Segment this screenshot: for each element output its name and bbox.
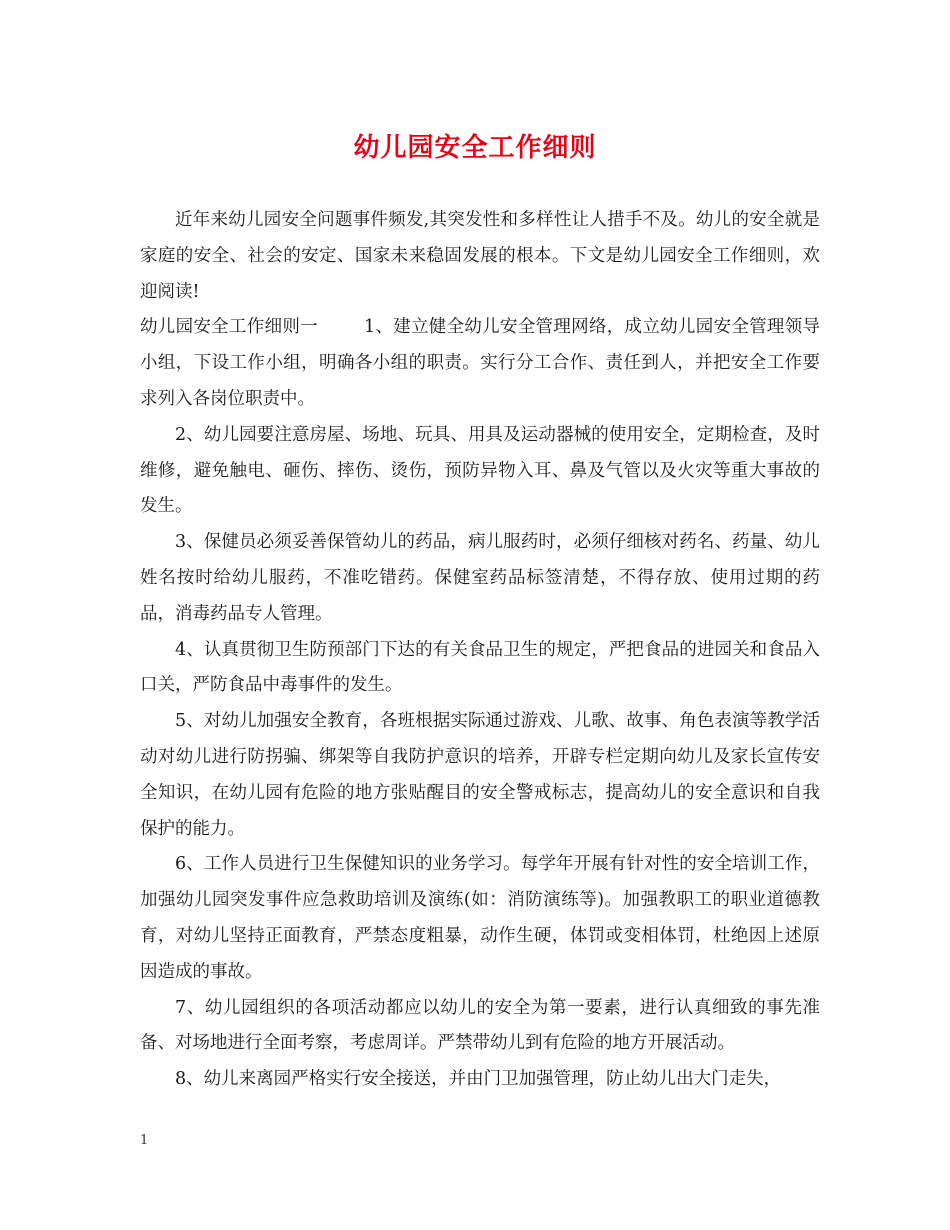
- rule-item-2: 2、幼儿园要注意房屋、场地、玩具、用具及运动器械的使用安全，定期检查，及时维修，避免触电、砸伤、摔伤、烫伤，预防异物入耳、鼻及气管以及火灾等重大事故的发生。: [140, 424, 820, 517]
- document-title: 幼儿园安全工作细则: [353, 133, 597, 163]
- rule-item-1: 1、建立健全幼儿安全管理网络，成立幼儿园安全管理领导小组，下设工作小组，明确各小组的职责。实行分工合作、责任到人，并把安全工作要求列入各岗位职责中。: [140, 317, 821, 409]
- rule-item-5: 5、对幼儿加强安全教育，各班根据实际通过游戏、儿歌、故事、角色表演等教学活动对幼儿进行防拐骗、绑架等自我防护意识的培养，开辟专栏定期向幼儿及家长宣传安全知识，在幼儿园有危险的地方张贴醒目的安全警戒标志，提高幼儿的安全意识和自我保护的能力。: [140, 711, 820, 839]
- page-number: 1: [140, 1133, 149, 1148]
- section-paragraph-1: [140, 310, 820, 417]
- rule-item-3: 3、保健员必须妥善保管幼儿的药品，病儿服药时，必须仔细核对药名、药量、幼儿姓名按时给幼儿服药，不准吃错药。保健室药品标签清楚，不得存放、使用过期的药品，消毒药品专人管理。: [140, 532, 820, 624]
- rule-item-8: 8、幼儿来离园严格实行安全接送，并由门卫加强管理，防止幼儿出大门走失，: [175, 1069, 782, 1090]
- rule-item-4: 4、认真贯彻卫生防预部门下达的有关食品卫生的规定，严把食品的进园关和食品入口关，严防食品中毒事件的发生。: [140, 639, 820, 696]
- intro-paragraph: 近年来幼儿园安全问题事件频发,其突发性和多样性让人措手不及。幼儿的安全就是家庭的安全、社会的安定、国家未来稳固发展的根本。下文是幼儿园安全工作细则，欢迎阅读!: [140, 210, 820, 302]
- section-heading: 幼儿园安全工作细则一: [140, 317, 318, 338]
- rule-item-7: 7、幼儿园组织的各项活动都应以幼儿的安全为第一要素，进行认真细致的事先准备、对场地进行全面考察，考虑周详。严禁带幼儿到有危险的地方开展活动。: [140, 997, 820, 1054]
- document-body: [140, 203, 820, 1098]
- rule-item-6: 6、工作人员进行卫生保健知识的业务学习。每学年开展有针对性的安全培训工作，加强幼儿园突发事件应急救助培训及演练(如：消防演练等)。加强教职工的职业道德教育，对幼儿坚持正面教育，严禁态度粗暴，动作生硬，体罚或变相体罚，杜绝因上述原因造成的事故。: [140, 854, 820, 982]
